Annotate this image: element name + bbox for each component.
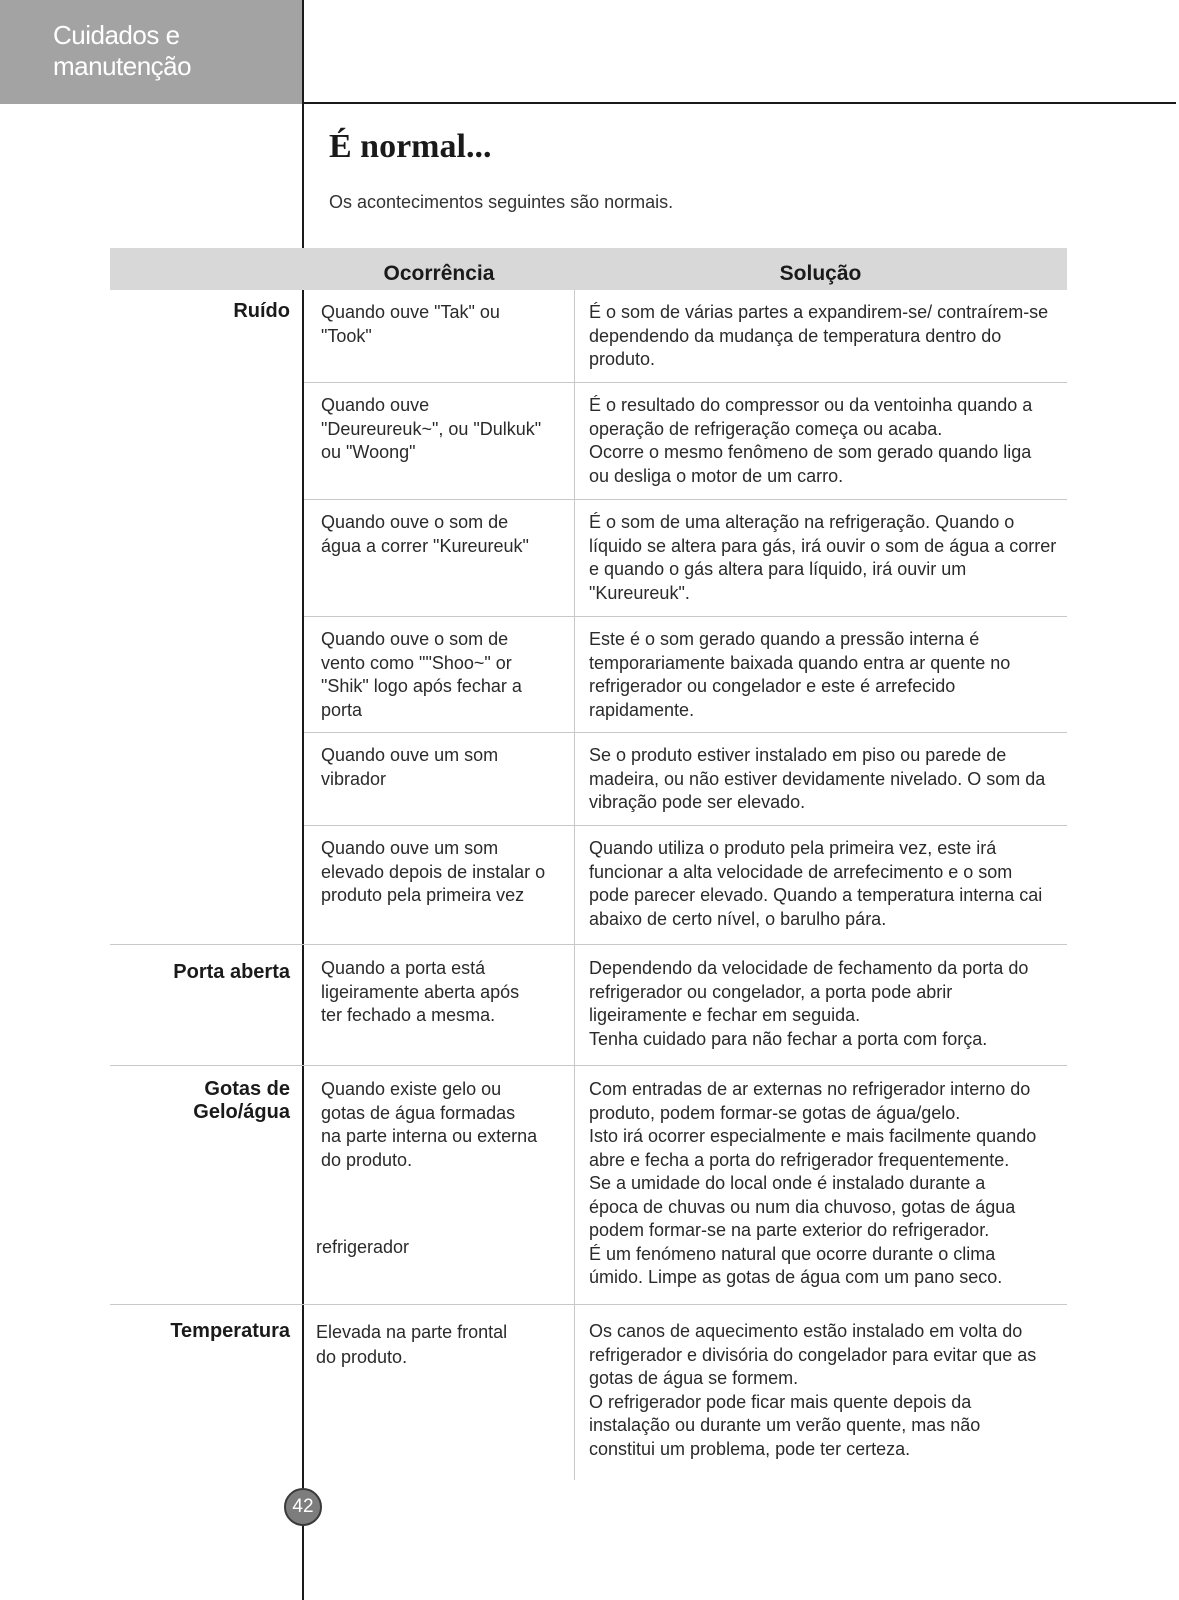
category-ice-water: Gotas de Gelo/água (193, 1078, 290, 1123)
category-noise: Ruído (233, 300, 290, 322)
category-temperature: Temperatura (170, 1320, 290, 1342)
row-divider (304, 825, 1067, 826)
solution-cell: Este é o som gerado quando a pressão interna é temporariamente baixada quando entra ar quente no refrigerador ou congelador e este é arrefecido rapidamente. (589, 629, 1011, 720)
solution-cell: É o resultado do compressor ou da ventoinha quando a operação de refrigeração começa ou acaba. Ocorre o mesmo fenômeno de som gerado quando liga ou desliga o motor de um carro. (589, 395, 1033, 486)
occurrence-cell: Quando existe gelo ou gotas de água formadas na parte interna ou externa do produto. (321, 1079, 538, 1170)
solution-cell: Quando utiliza o produto pela primeira vez, este irá funcionar a alta velocidade de arrefecimento e o som pode parecer elevado. Quando a temperatura interna cai abaixo de certo nível, o barulho pára. (589, 838, 1043, 929)
row-divider (304, 616, 1067, 617)
solution-cell: Os canos de aquecimento estão instalado em volta do refrigerador e divisória do congelador para evitar que as gotas de água se formem. O refrigerador pode ficar mais quente depois da instalação ou durante um verão quente, mas não constitui um problema, pode ter certeza. (589, 1321, 1037, 1459)
section-title: Cuidados e manutenção (53, 20, 192, 81)
column-separator (574, 290, 575, 1480)
solution-cell: Dependendo da velocidade de fechamento da porta do refrigerador ou congelador, a porta pode abrir ligeiramente e fechar em seguida. Tenha cuidado para não fechar a porta com força. (589, 958, 1029, 1049)
page-title: É normal... (329, 128, 492, 165)
section-tab (0, 0, 302, 104)
occurrence-cell: Quando ouve o som de água a correr "Kureureuk" (321, 512, 529, 556)
page-number: 42 (292, 1496, 314, 1517)
occurrence-cell: Quando ouve um som elevado depois de instalar o produto pela primeira vez (321, 838, 546, 905)
category-door-open: Porta aberta (173, 961, 290, 983)
solution-cell: É o som de várias partes a expandirem-se/ contraírem-se dependendo da mudança de temperatura dentro do produto. (589, 302, 1049, 369)
page-number-badge (284, 1488, 322, 1526)
category-divider (110, 1065, 1067, 1066)
category-divider (110, 944, 1067, 945)
category-divider (110, 1304, 1067, 1305)
solution-cell: Se o produto estiver instalado em piso ou parede de madeira, ou não estiver devidamente nivelado. O som da vibração pode ser elevado. (589, 745, 1046, 812)
solution-cell: Com entradas de ar externas no refrigerador interno do produto, podem formar-se gotas de água/gelo. Isto irá ocorrer especialmente e mais facilmente quando abre e fecha a porta do refrigerador frequentemente. Se a umidade do local onde é instalado durante a época de chuvas ou num dia chuvoso, gotas de água podem formar-se na parte exterior do refrigerador. É um fenómeno natural que ocorre durante o clima úmido. Limpe as gotas de água com um pano seco. (589, 1079, 1037, 1287)
occurrence-cell: Quando ouve o som de vento como ""Shoo~" or "Shik" logo após fechar a porta (321, 629, 522, 720)
occurrence-cell: Quando a porta está ligeiramente aberta após ter fechado a mesma. (321, 958, 520, 1025)
row-divider (304, 732, 1067, 733)
occurrence-cell-extra: refrigerador (316, 1237, 410, 1257)
column-header-occurrence: Ocorrência (383, 262, 495, 285)
occurrence-cell: Quando ouve um som vibrador (321, 745, 499, 789)
top-rule (302, 102, 1176, 104)
row-divider (304, 382, 1067, 383)
occurrence-cell: Quando ouve "Tak" ou "Took" (321, 302, 500, 346)
occurrence-cell: Elevada na parte frontal do produto. (316, 1322, 508, 1367)
vertical-rule (302, 0, 304, 1600)
row-divider (304, 499, 1067, 500)
occurrence-cell: Quando ouve "Deureureuk~", ou "Dulkuk" ou "Woong" (321, 395, 542, 462)
page-subtitle: Os acontecimentos seguintes são normais. (329, 192, 674, 212)
solution-cell: É o som de uma alteração na refrigeração. Quando o líquido se altera para gás, irá ouvir o som de água a correr e quando o gás altera para líquido, irá ouvir um "Kureureuk". (589, 512, 1057, 603)
column-header-solution: Solução (779, 262, 862, 285)
